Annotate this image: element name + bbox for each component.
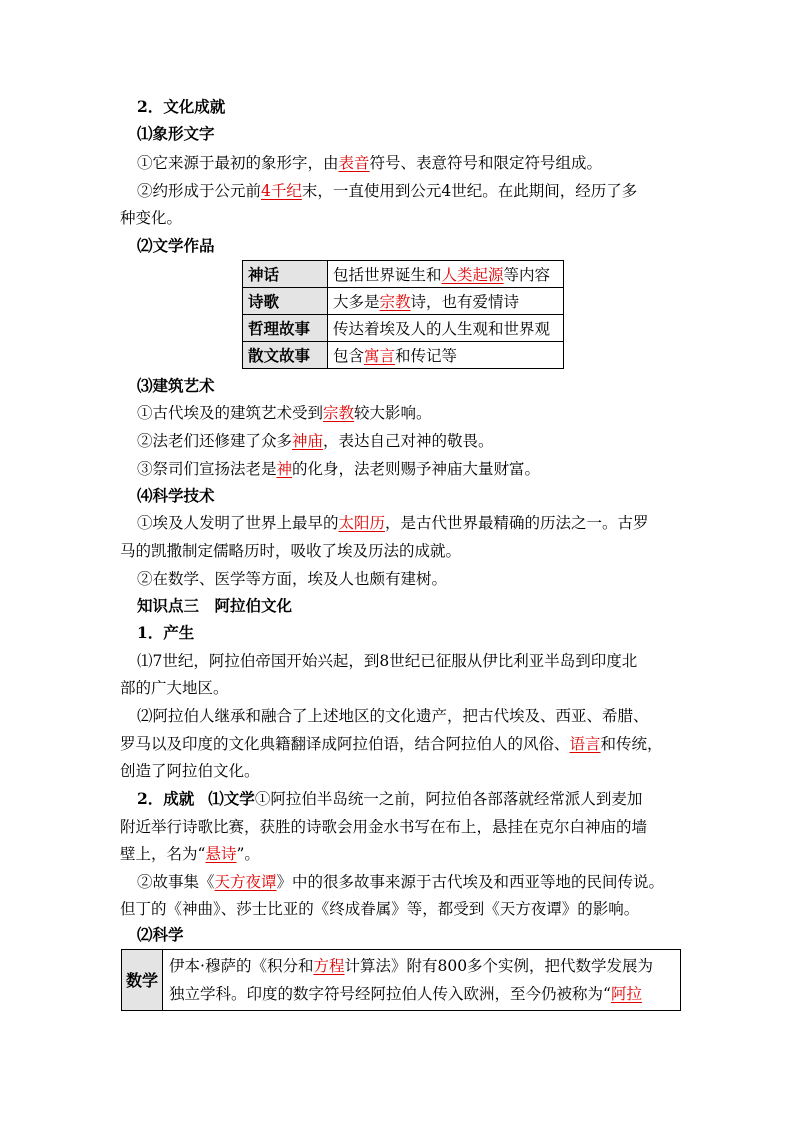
answer-blank: 人类起源 xyxy=(441,266,504,284)
paragraph-literature-1-end: 壁上，名为“悬诗”。 xyxy=(120,845,260,863)
table-value-cell: 伊本·穆萨的《积分和方程计算法》附有800多个实例，把代数学发展为 独立学科。印度的数字符号经阿拉伯人传入欧洲，至今仍被称为“阿拉 xyxy=(163,950,681,1011)
subheading-achievements: 2．成就 xyxy=(137,789,195,808)
answer-blank: 神庙 xyxy=(292,432,324,450)
table-row xyxy=(243,261,564,288)
answer-blank: 神 xyxy=(276,460,293,478)
answer-blank: 表音 xyxy=(338,154,370,172)
table-value-cell: 包含寓言和传记等 xyxy=(328,342,564,369)
table-key-cell: 数学 xyxy=(122,950,163,1011)
paragraph-architecture-1: ①古代埃及的建筑艺术受到宗教较大影响。 xyxy=(137,404,432,422)
table-key-cell: 神话 xyxy=(243,261,328,288)
answer-blank: 太阳历 xyxy=(338,514,386,532)
answer-blank: 宗教 xyxy=(323,404,355,422)
subheading-hieroglyphs: ⑴象形文字 xyxy=(137,124,215,143)
subheading-architecture: ⑶建筑艺术 xyxy=(137,376,215,395)
subheading-arab-science: ⑵科学 xyxy=(137,925,184,944)
paragraph-science-2: ②在数学、医学等方面，埃及人也颇有建树。 xyxy=(137,570,448,588)
paragraph-science-1: ①埃及人发明了世界上最早的太阳历，是古代世界最精确的历法之一。古罗 xyxy=(137,514,649,532)
table-value-cell: 包括世界诞生和人类起源等内容 xyxy=(328,261,564,288)
paragraph-science-1-cont: 马的凯撒制定儒略历时，吸收了埃及历法的成就。 xyxy=(120,542,462,560)
table-row xyxy=(243,342,564,369)
table-key-cell: 散文故事 xyxy=(243,342,328,369)
table-key-cell: 哲理故事 xyxy=(243,315,328,342)
paragraph-origin-1: ⑴7世纪，阿拉伯帝国开始兴起，到8世纪已征服从伊比利亚半岛到印度北 xyxy=(137,652,638,670)
answer-blank: 语言 xyxy=(569,735,601,753)
subheading-arab-literature: ⑴文学 xyxy=(208,789,255,808)
answer-blank: 宗教 xyxy=(379,293,411,311)
table-value-cell: 传达着埃及人的人生观和世界观 xyxy=(328,315,564,342)
answer-blank: 天方夜谭 xyxy=(214,873,277,891)
paragraph-literature-2: ②故事集《天方夜谭》中的很多故事来源于古代埃及和西亚等地的民间传说。 xyxy=(137,873,665,891)
answer-blank: 4千纪 xyxy=(261,182,302,200)
paragraph-origin-2-end: 创造了阿拉伯文化。 xyxy=(120,762,260,780)
subheading-origin: 1．产生 xyxy=(137,623,195,642)
math-table xyxy=(121,949,681,1011)
answer-blank: 方程 xyxy=(313,957,345,975)
paragraph-origin-2-cont: 罗马以及印度的文化典籍翻译成阿拉伯语，结合阿拉伯人的风俗、语言和传统， xyxy=(120,735,663,753)
paragraph-origin-1-cont: 部的广大地区。 xyxy=(120,679,229,697)
paragraph-literature-1: 2．成就 ⑴文学①阿拉伯半岛统一之前，阿拉伯各部落就经常派人到麦加 xyxy=(137,789,643,808)
paragraph-hieroglyph-period: ②约形成于公元前4千纪末，一直使用到公元4世纪。在此期间，经历了多 xyxy=(137,182,638,200)
answer-blank: 悬诗 xyxy=(205,845,237,863)
table-row xyxy=(243,315,564,342)
table-key-cell: 诗歌 xyxy=(243,288,328,315)
answer-blank: 寓言 xyxy=(364,347,396,365)
table-row xyxy=(122,950,681,1011)
paragraph-literature-2-cont: 但丁的《神曲》、莎士比亚的《终成眷属》等，都受到《天方夜谭》的影响。 xyxy=(120,900,640,918)
subheading-science: ⑷科学技术 xyxy=(137,486,215,505)
paragraph-architecture-3: ③祭司们宣扬法老是神的化身，法老则赐予神庙大量财富。 xyxy=(137,460,541,478)
paragraph-hieroglyph-period-cont: 种变化。 xyxy=(120,209,183,227)
paragraph-origin-2: ⑵阿拉伯人继承和融合了上述地区的文化遗产，把古代埃及、西亚、希腊、 xyxy=(137,707,649,725)
paragraph-architecture-2: ②法老们还修建了众多神庙，表达自己对神的敬畏。 xyxy=(137,432,494,450)
answer-blank: 阿拉 xyxy=(610,985,642,1003)
table-row xyxy=(243,288,564,315)
subheading-literature: ⑵文学作品 xyxy=(137,236,215,255)
section-heading-achievements: 2．文化成就 xyxy=(137,97,226,116)
literature-table xyxy=(242,260,564,369)
section-heading-arab-culture: 知识点三 阿拉伯文化 xyxy=(137,596,293,615)
paragraph-hieroglyph-origin: ①它来源于最初的象形字，由表音符号、表意符号和限定符号组成。 xyxy=(137,154,603,172)
table-value-cell: 大多是宗教诗，也有爱情诗 xyxy=(328,288,564,315)
paragraph-literature-1-cont: 附近举行诗歌比赛，获胜的诗歌会用金水书写在布上，悬挂在克尔白神庙的墙 xyxy=(120,818,648,836)
